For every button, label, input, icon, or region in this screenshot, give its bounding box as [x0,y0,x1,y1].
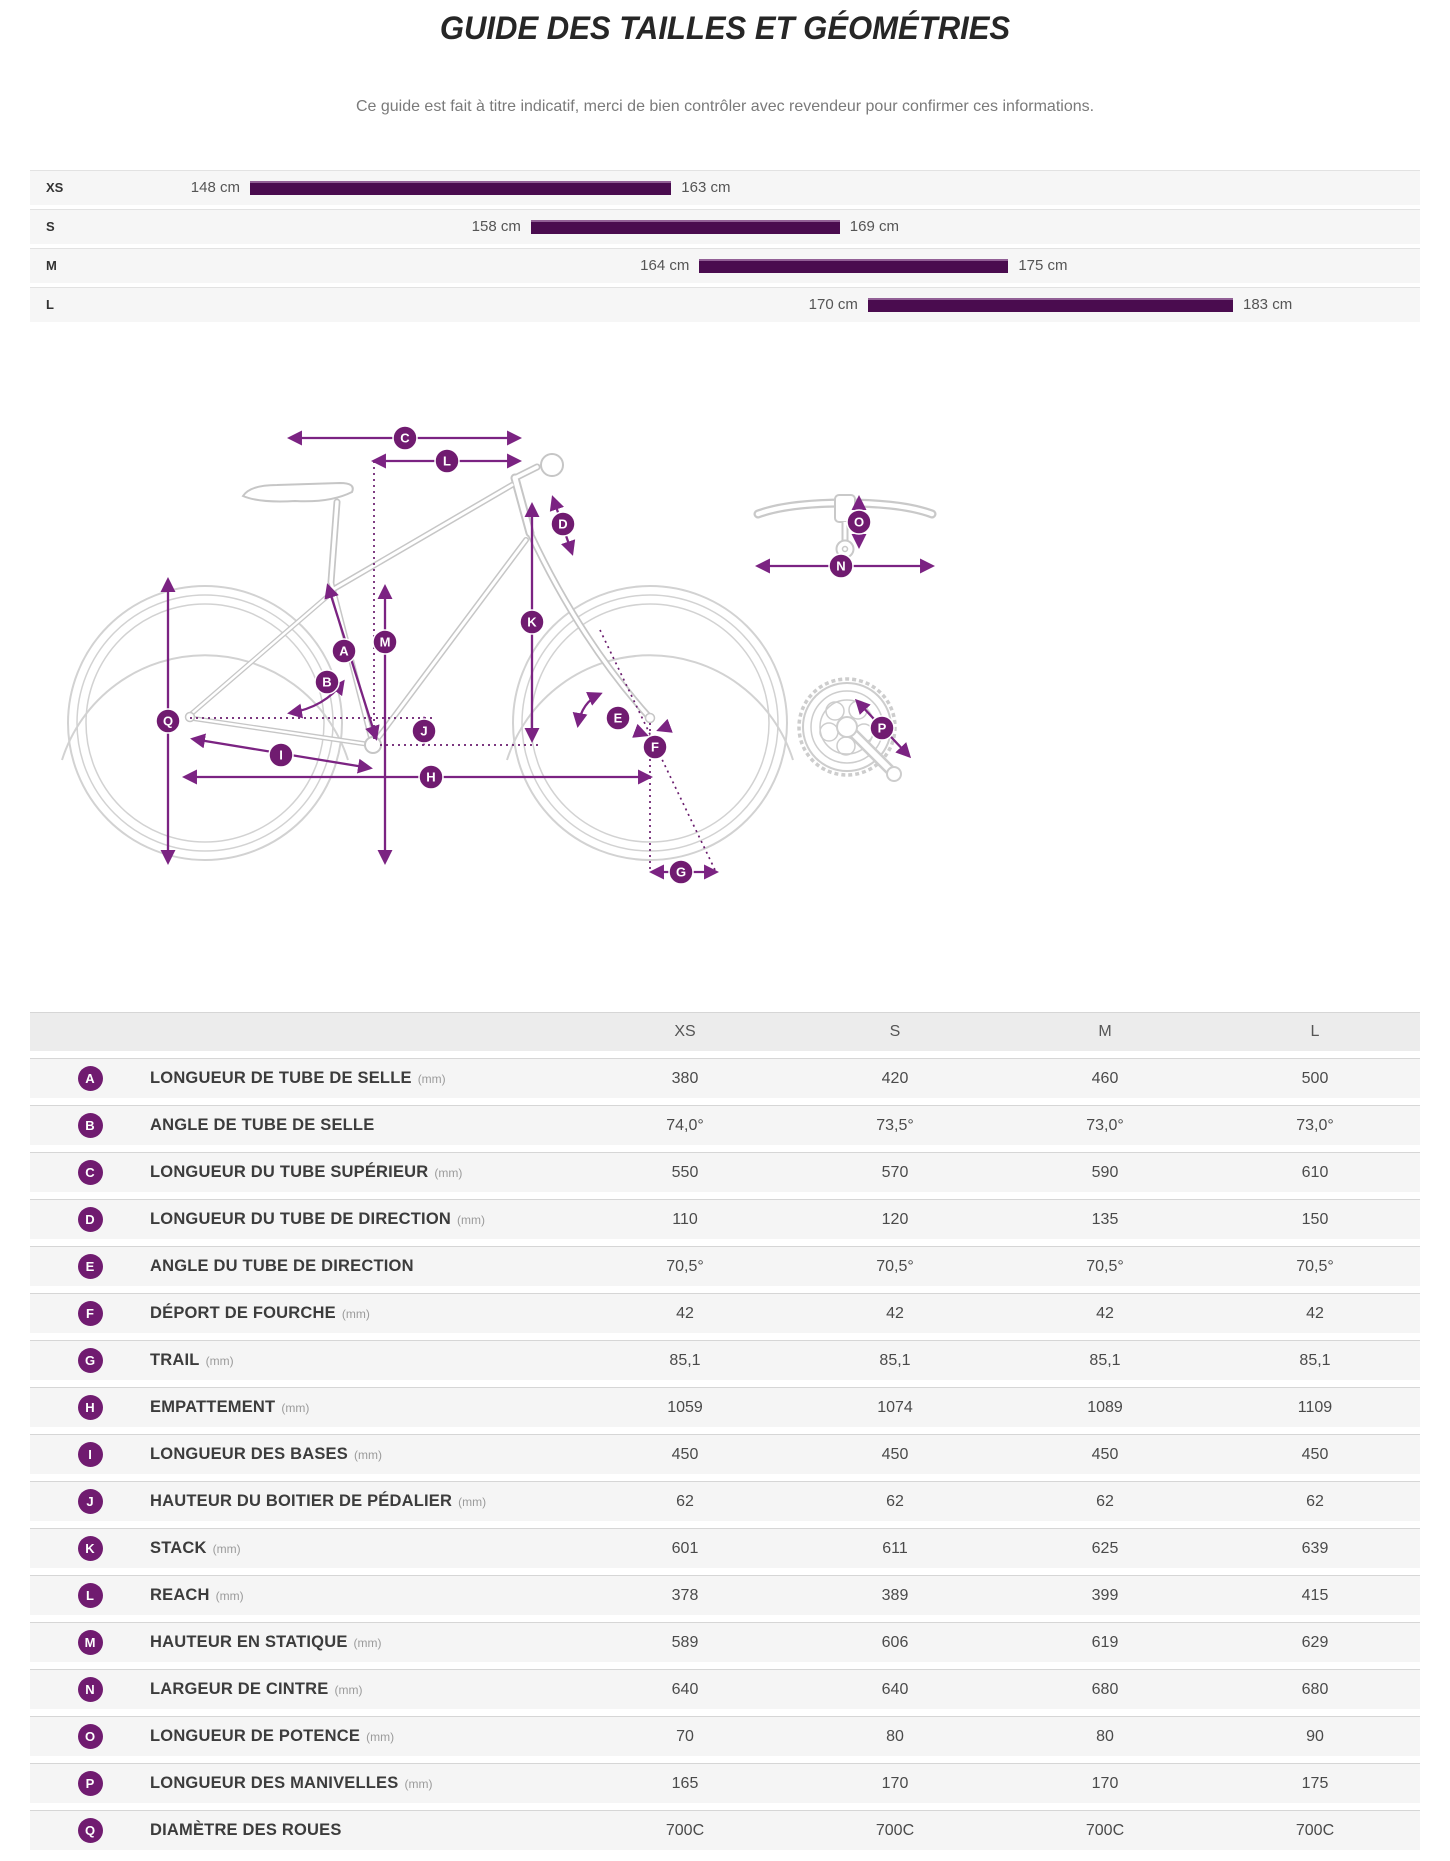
measure-label-cell [150,1210,580,1229]
svg-text:E: E [613,710,623,726]
geometry-value-xs: 62 [676,1492,694,1510]
measure-label: LONGUEUR DE POTENCE [150,1727,361,1745]
geometry-value-l: 450 [1301,1445,1329,1463]
measure-unit: (mm) [366,1730,395,1744]
letter-badge: N [78,1677,103,1702]
size-label: XS [46,180,64,195]
geometry-value-xs: 74,0° [666,1116,704,1134]
measure-label: EMPATTEMENT [150,1398,276,1416]
badge-cell [30,1771,150,1796]
geometry-row-a [30,1058,1420,1098]
svg-text:A: A [339,643,349,659]
geometry-row-h [30,1387,1420,1427]
size-column-header-s: S [889,1023,901,1040]
diagram-badge-l [435,449,459,473]
geometry-value-xs: 165 [671,1774,699,1792]
geometry-value-m: 62 [1096,1492,1114,1510]
svg-text:D: D [558,516,568,532]
size-label: S [46,219,55,234]
diagram-badge-p [870,716,894,740]
geometry-row-d [30,1199,1420,1239]
geometry-value-l: 85,1 [1299,1351,1331,1369]
measure-unit: (mm) [212,1542,241,1556]
geometry-value-s: 606 [881,1633,909,1651]
letter-badge: J [78,1489,103,1514]
measure-label: LONGUEUR DU TUBE DE DIRECTION [150,1210,451,1228]
geometry-value-l: 70,5° [1296,1257,1334,1275]
svg-text:H: H [426,769,436,785]
measure-label: LONGUEUR DES BASES [150,1445,348,1463]
geometry-value-l: 639 [1301,1539,1329,1557]
diagram-badge-f [643,735,667,759]
handlebar-top-view [758,495,932,558]
size-row-s [30,209,1420,244]
geometry-value-l: 415 [1301,1586,1329,1604]
geometry-row-l [30,1575,1420,1615]
range-max-label: 169 cm [849,218,899,235]
geometry-value-xs: 1059 [667,1398,703,1416]
diagram-badge-c [393,426,417,450]
measure-unit: (mm) [215,1589,244,1603]
geometry-value-l: 42 [1306,1304,1324,1322]
measure-label-cell [150,1069,580,1088]
letter-badge: K [78,1536,103,1561]
geometry-value-m: 625 [1091,1539,1119,1557]
measure-unit: (mm) [458,1495,487,1509]
size-label: M [46,258,57,273]
measure-label-cell [150,1351,580,1370]
diagram-badge-m [373,630,397,654]
diagram-badge-n [829,554,853,578]
rear-dropout [186,713,195,722]
badge-cell [30,1254,150,1279]
geometry-value-xs: 70 [676,1727,694,1745]
geometry-value-m: 73,0° [1086,1116,1124,1134]
diagram-badge-g [669,860,693,884]
measure-label: STACK [150,1539,207,1557]
geometry-value-xs: 589 [671,1633,699,1651]
geometry-value-l: 500 [1301,1069,1329,1087]
svg-text:J: J [420,723,428,739]
measure-label-cell [150,1586,580,1605]
badge-cell [30,1395,150,1420]
geometry-value-s: 420 [881,1069,909,1087]
geometry-value-s: 389 [881,1586,909,1604]
measure-label: HAUTEUR EN STATIQUE [150,1633,348,1651]
geometry-row-b [30,1105,1420,1145]
measure-unit: (mm) [341,1307,370,1321]
svg-text:I: I [279,747,283,763]
size-range-bar [699,259,1008,273]
measure-unit: (mm) [353,1636,382,1650]
letter-badge: M [78,1630,103,1655]
measure-label-cell [150,1492,580,1511]
letter-badge: F [78,1301,103,1326]
geometry-row-p [30,1763,1420,1803]
geometry-value-m: 680 [1091,1680,1119,1698]
geometry-value-l: 629 [1301,1633,1329,1651]
measure-label: DÉPORT DE FOURCHE [150,1304,336,1322]
badge-cell [30,1207,150,1232]
bike-frame-core [190,467,650,745]
geometry-value-l: 610 [1301,1163,1329,1181]
geometry-value-xs: 110 [672,1210,698,1228]
svg-text:B: B [322,674,332,690]
page-title: GUIDE DES TAILLES ET GÉOMÉTRIES [439,10,1011,46]
geometry-value-xs: 700C [665,1821,705,1839]
range-min-label: 170 cm [808,296,858,313]
letter-badge: C [78,1160,103,1185]
diagram-badge-d [551,512,575,536]
badge-cell [30,1630,150,1655]
geometry-table-header [30,1012,1420,1051]
letter-badge: D [78,1207,103,1232]
measure-label: LONGUEUR DES MANIVELLES [150,1774,399,1792]
size-column-header-xs: XS [674,1023,696,1040]
size-range-bar [250,181,671,195]
measure-label-cell [150,1727,580,1746]
geometry-row-q [30,1810,1420,1850]
badge-cell [30,1348,150,1373]
measure-unit: (mm) [281,1401,310,1415]
measure-label-cell [150,1633,580,1652]
geometry-value-m: 590 [1091,1163,1119,1181]
geometry-value-m: 460 [1091,1069,1119,1087]
geometry-value-s: 640 [881,1680,909,1698]
geometry-value-m: 80 [1096,1727,1114,1745]
geometry-value-xs: 42 [676,1304,694,1322]
svg-text:G: G [675,864,687,880]
pedal-axle [887,767,901,781]
bottom-bracket [365,737,381,753]
measure-label-cell [150,1774,580,1793]
measure-label-cell [150,1398,580,1417]
measure-unit: (mm) [353,1448,382,1462]
letter-badge: Q [78,1818,103,1843]
geometry-value-m: 450 [1091,1445,1119,1463]
geometry-value-xs: 601 [671,1539,699,1557]
geometry-value-l: 90 [1306,1727,1324,1745]
badge-cell [30,1301,150,1326]
letter-badge: P [78,1771,103,1796]
page-subtitle: Ce guide est fait à titre indicatif, merci de bien contrôler avec revendeur pour confirmer ces informations. [355,98,1095,115]
measure-label-cell [150,1116,580,1135]
geometry-value-l: 62 [1306,1492,1324,1510]
geometry-value-m: 700C [1085,1821,1125,1839]
measure-label-cell [150,1163,580,1182]
badge-cell [30,1583,150,1608]
angle-arc-e [578,694,600,725]
badge-cell [30,1160,150,1185]
badge-cell [30,1536,150,1561]
measure-label: REACH [150,1586,210,1604]
svg-text:F: F [651,739,659,755]
svg-text:L: L [443,453,451,469]
measure-unit: (mm) [417,1072,446,1086]
geometry-row-k [30,1528,1420,1568]
geometry-value-s: 570 [881,1163,909,1181]
size-range-bar [531,220,840,234]
diagram-badge-o [847,510,871,534]
diagram-badge-i [269,743,293,767]
geometry-value-m: 399 [1091,1586,1119,1604]
geometry-value-s: 1074 [877,1398,913,1416]
measure-label: ANGLE DU TUBE DE DIRECTION [150,1257,414,1275]
badge-cell [30,1818,150,1843]
diagram-badge-k [520,610,544,634]
measure-label: ANGLE DE TUBE DE SELLE [150,1116,375,1134]
badge-cell [30,1113,150,1138]
range-min-label: 148 cm [190,179,240,196]
size-column-header-l: L [1310,1023,1320,1040]
geometry-value-s: 170 [881,1774,909,1792]
bike-geometry-diagram [40,410,1000,910]
badge-cell [30,1677,150,1702]
badge-cell [30,1489,150,1514]
measure-unit: (mm) [404,1777,433,1791]
geometry-value-s: 80 [886,1727,904,1745]
range-min-label: 164 cm [640,257,690,274]
geometry-row-g [30,1340,1420,1380]
size-range-bar [868,298,1233,312]
front-dropout [646,714,655,723]
measure-unit: (mm) [434,1166,463,1180]
diagram-badge-a [332,639,356,663]
geometry-row-m [30,1622,1420,1662]
size-row-m [30,248,1420,283]
range-max-label: 175 cm [1018,257,1068,274]
geometry-value-m: 135 [1091,1210,1119,1228]
geometry-value-xs: 378 [671,1586,699,1604]
measure-label-cell [150,1680,580,1699]
letter-badge: B [78,1113,103,1138]
geometry-value-l: 700C [1295,1821,1335,1839]
dimension-arrow-a [328,586,376,738]
saddle [243,483,353,501]
letter-badge: G [78,1348,103,1373]
svg-text:Q: Q [162,713,174,729]
geometry-value-s: 85,1 [879,1351,911,1369]
geometry-value-s: 62 [886,1492,904,1510]
measure-unit: (mm) [334,1683,363,1697]
measure-label: LONGUEUR DE TUBE DE SELLE [150,1069,412,1087]
diagram-badge-q [156,709,180,733]
geometry-value-l: 175 [1301,1774,1329,1792]
measure-label: LARGEUR DE CINTRE [150,1680,329,1698]
svg-text:P: P [877,720,887,736]
geometry-value-s: 120 [881,1210,909,1228]
geometry-value-l: 150 [1301,1210,1329,1228]
geometry-value-xs: 70,5° [666,1257,704,1275]
handlebar-grip [541,454,563,476]
geometry-value-s: 73,5° [876,1116,914,1134]
diagram-badge-b [315,670,339,694]
geometry-value-xs: 550 [671,1163,699,1181]
geometry-value-m: 85,1 [1089,1351,1121,1369]
measure-label-cell [150,1821,580,1840]
geometry-table [30,1012,1420,1857]
badge-cell [30,1066,150,1091]
geometry-value-m: 619 [1091,1633,1119,1651]
range-max-label: 163 cm [681,179,731,196]
measure-label-cell [150,1539,580,1558]
geometry-value-s: 611 [882,1539,908,1557]
geometry-row-o [30,1716,1420,1756]
geometry-value-m: 170 [1091,1774,1119,1792]
geometry-value-s: 42 [886,1304,904,1322]
letter-badge: H [78,1395,103,1420]
measure-label: HAUTEUR DU BOITIER DE PÉDALIER [150,1492,453,1510]
letter-badge: L [78,1583,103,1608]
geometry-value-l: 680 [1301,1680,1329,1698]
size-label: L [46,297,54,312]
badge-cell [30,1724,150,1749]
geometry-row-n [30,1669,1420,1709]
letter-badge: A [78,1066,103,1091]
geometry-value-l: 1109 [1297,1398,1333,1416]
badge-cell [30,1442,150,1467]
measure-unit: (mm) [205,1354,234,1368]
geometry-row-f [30,1293,1420,1333]
measure-label-cell [150,1304,580,1323]
diagram-badge-j [412,719,436,743]
geometry-value-xs: 450 [671,1445,699,1463]
geometry-value-xs: 640 [671,1680,699,1698]
letter-badge: O [78,1724,103,1749]
geometry-value-s: 450 [881,1445,909,1463]
geometry-value-l: 73,0° [1296,1116,1334,1134]
geometry-value-xs: 380 [671,1069,699,1087]
svg-text:C: C [400,430,410,446]
size-row-l [30,287,1420,322]
geometry-value-m: 1089 [1087,1398,1123,1416]
offset-arrow-f-left [638,732,646,735]
measure-label: LONGUEUR DU TUBE SUPÉRIEUR [150,1163,429,1181]
size-row-xs [30,170,1420,205]
measure-label-cell [150,1257,580,1276]
measure-label-cell [150,1445,580,1464]
geometry-value-m: 70,5° [1086,1257,1124,1275]
geometry-row-i [30,1434,1420,1474]
geometry-row-e [30,1246,1420,1286]
measure-unit: (mm) [456,1213,485,1227]
svg-text:M: M [379,634,391,650]
size-column-header-m: M [1098,1023,1112,1040]
rear-fender [62,655,348,760]
geometry-row-j [30,1481,1420,1521]
diagram-badge-h [419,765,443,789]
svg-text:O: O [853,514,865,530]
letter-badge: I [78,1442,103,1467]
range-min-label: 158 cm [471,218,521,235]
diagram-badge-e [606,706,630,730]
offset-arrow-f-right [659,727,667,730]
svg-text:K: K [527,614,537,630]
geometry-value-m: 42 [1096,1304,1114,1322]
measure-label: DIAMÈTRE DES ROUES [150,1821,342,1839]
letter-badge: E [78,1254,103,1279]
geometry-value-xs: 85,1 [669,1351,701,1369]
geometry-value-s: 700C [875,1821,915,1839]
svg-text:N: N [836,558,846,574]
rider-height-chart [30,170,1420,326]
measure-label: TRAIL [150,1351,200,1369]
bike-frame [190,467,650,745]
range-max-label: 183 cm [1243,296,1293,313]
geometry-value-s: 70,5° [876,1257,914,1275]
geometry-row-c [30,1152,1420,1192]
